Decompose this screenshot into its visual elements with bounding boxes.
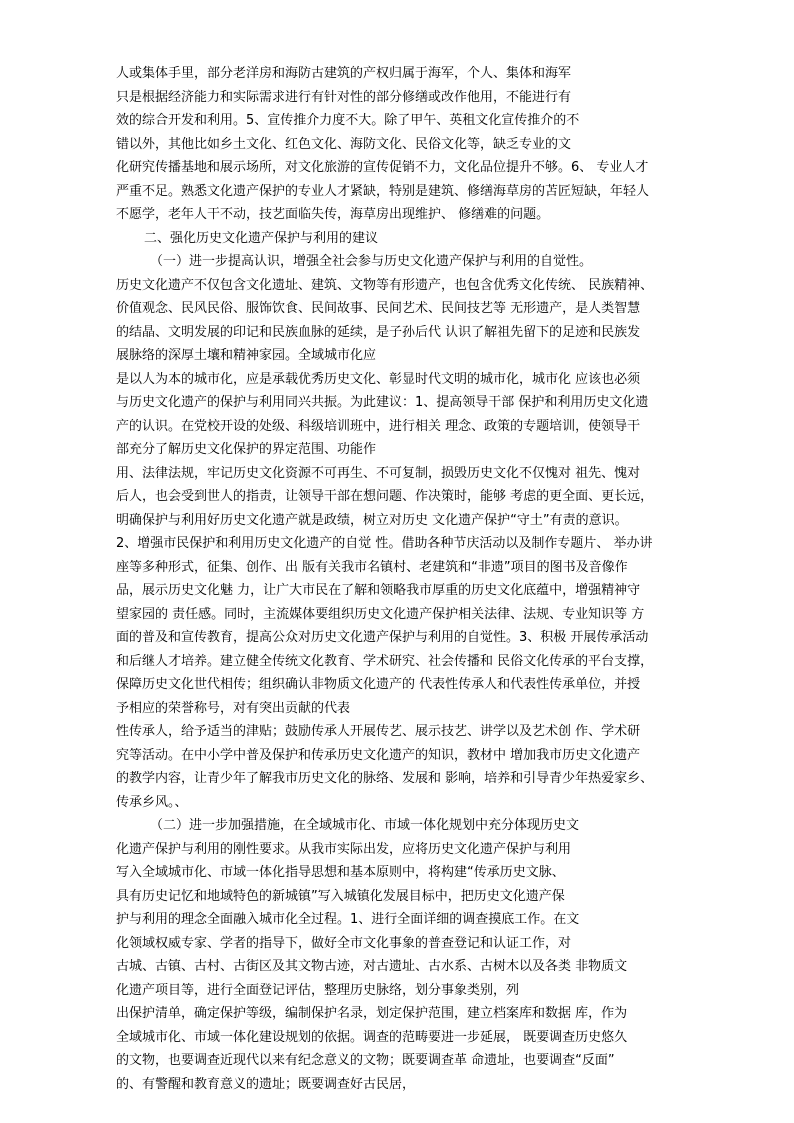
text-line: 严重不足。熟悉文化遗产保护的专业人才紧缺，特别是建筑、修缮海草房的苫匠短缺，年轻人 xyxy=(116,183,650,199)
text-line: 不愿学，老年人干不动，技艺面临失传，海草房出现维护、 修缮难的问题。 xyxy=(116,207,550,222)
text-line: 传承乡风。、 xyxy=(116,794,188,810)
text-line: 人或集体手里，部分老洋房和海防古建筑的产权归属于海军，个人、集体和海军 xyxy=(116,66,572,81)
text-line: 的文物，也要调查近现代以来有纪念意义的文物；既要调查革 命遗址，也要调查“反面” xyxy=(116,1053,615,1068)
text-line: 历史文化遗产不仅包含文化遗址、建筑、文物等有形遗产，也包含优秀文化传统、 民族精神、 xyxy=(116,277,654,293)
section-heading: 二、强化历史文化遗产保护与利用的建议 xyxy=(144,230,379,246)
text-line: 予相应的荣誉称号，对有突出贡献的代表 xyxy=(116,700,351,716)
text-line: 部充分了解历史文化保护的界定范围、功能作 xyxy=(116,442,377,457)
text-line: 望家园的 责任感。同时，主流媒体要组织历史文化遗产保护相关法律、法规、专业知识等 方 xyxy=(116,606,645,622)
text-line: 错以外，其他比如乡土文化、红色文化、海防文化、民俗文化等，缺乏专业的文 xyxy=(116,136,572,152)
text-line: 效的综合开发和利用。5、宣传推介力度不大。除了甲午、英租文化宣传推介的不 xyxy=(116,113,580,128)
text-line: 化遗产保护与利用的刚性要求。从我市实际出发，应将历史文化遗产保护与利用 xyxy=(116,841,572,857)
text-line: 面的普及和宣传教育，提高公众对历史文化遗产保护与利用的自觉性。3、积极 开展传承活动 xyxy=(116,630,649,645)
text-line: 护与利用的理念全面融入城市化全过程。1、进行全面详细的调查摸底工作。在文 xyxy=(116,912,580,927)
text-line: 后人，也会受到世人的指责，让领导干部在想问题、作决策时，能够 考虑的更全面、更长远， xyxy=(116,489,654,504)
text-line: 2、增强市民保护和利用历史文化遗产的自觉 性。借助各种节庆活动以及制作专题片、 举办讲 xyxy=(116,536,653,551)
text-line: 保障历史文化世代相传；组织确认非物质文化遗产的 代表性传承人和代表性传承单位，并授 xyxy=(116,677,641,692)
subsection-heading: （二）进一步加强措施，在全域城市化、市域一体化规划中充分体现历史文 xyxy=(150,818,580,833)
text-line: 和后继人才培养。建立健全传统文化教育、学术研究、社会传播和 民俗文化传承的平台支撑， xyxy=(116,653,654,669)
text-line: 只是根据经济能力和实际需求进行有针对性的部分修缮或改作他用，不能进行有 xyxy=(116,89,572,105)
text-line: 出保护清单，确定保护等级，编制保护名录，划定保护范围，建立档案库和数据 库，作为 xyxy=(116,1006,628,1021)
text-line: 化遗产项目等，进行全面登记评估，整理历史脉络，划分事象类别，列 xyxy=(116,982,520,998)
text-line: 的教学内容，让青少年了解我市历史文化的脉络、发展和 影响，培养和引导青少年热爱家乡、 xyxy=(116,771,654,786)
text-line: 是以人为本的城市化，应是承载优秀历史文化、彰显时代文明的城市化，城市化 应该也必须 xyxy=(116,371,641,387)
text-line: 化领域权威专家、学者的指导下，做好全市文化事象的普查登记和认证工作，对 xyxy=(116,935,572,951)
text-line: 究等活动。在中小学中普及保护和传承历史文化遗产的知识，教材中 增加我市历史文化遗产 xyxy=(116,747,641,763)
text-line: 性传承人，给予适当的津贴；鼓励传承人开展传艺、展示技艺、讲学以及艺术创 作、学术研 xyxy=(116,724,641,739)
text-line: 古城、古镇、古村、古街区及其文物古迹，对古遗址、古水系、古树木以及各类 非物质文 xyxy=(116,959,628,974)
text-line: 化研究传播基地和展示场所，对文化旅游的宣传促销不力，文化品位提升不够。6、 专业人才 xyxy=(116,160,649,175)
text-line: 品，展示历史文化魅 力，让广大市民在了解和领略我市厚重的历史文化底蕴中，增强精神守 xyxy=(116,583,641,598)
text-line: 的结晶、文明发展的印记和民族血脉的延续，是子孙后代 认识了解祖先留下的足迹和民族发 xyxy=(116,324,641,340)
text-line: 用、法律法规，牢记历史文化资源不可再生、不可复制，损毁历史文化不仅愧对 祖先、愧对 xyxy=(116,465,641,481)
text-line: 的、有警醒和教育意义的遗址；既要调查好古民居， xyxy=(116,1076,416,1092)
text-line: 具有历史记忆和地域特色的新城镇”写入城镇化发展目标中，把历史文化遗产保 xyxy=(116,888,565,904)
text-line: 写入全域城市化、市域一体化指导思想和基本原则中，将构建“传承历史文脉、 xyxy=(116,865,565,880)
text-line: 与历史文化遗产的保护与利用同兴共振。为此建议：1、提高领导干部 保护和利用历史文化遗 xyxy=(116,395,649,410)
text-line: 展脉络的深厚土壤和精神家园。全域城市化应 xyxy=(116,348,377,363)
subsection-heading: （一）进一步提高认识，增强全社会参与历史文化遗产保护与利用的自觉性。 xyxy=(150,254,593,269)
text-line: 产的认识。在党校开设的处级、科级培训班中，进行相关 理念、政策的专题培训，使领导干 xyxy=(116,418,641,434)
text-line: 明确保护与利用好历史文化遗产就是政绩，树立对历史 文化遗产保护“守土”有责的意识。 xyxy=(116,512,628,528)
text-line: 全域城市化、市域一体化建设规划的依据。调查的范畴要进一步延展， 既要调查历史悠久 xyxy=(116,1029,628,1045)
text-line: 价值观念、民风民俗、服饰饮食、民间故事、民间艺术、民间技艺等 无形遗产，是人类智慧 xyxy=(116,301,641,316)
text-line: 座等多种形式，征集、创作、出 版有关我市名镇村、老建筑和“非遗”项目的图书及音像作 xyxy=(116,559,628,575)
